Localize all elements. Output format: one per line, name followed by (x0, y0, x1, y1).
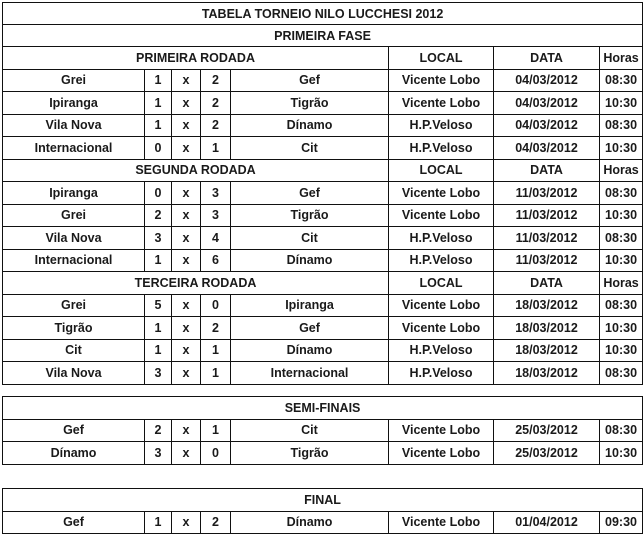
match-local: H.P.Veloso (389, 339, 494, 362)
round-title: TERCEIRA RODADA (3, 272, 389, 295)
away-score: 3 (201, 204, 231, 227)
home-score: 2 (145, 419, 172, 442)
phase-title: PRIMEIRA FASE (3, 25, 643, 47)
match-local: H.P.Veloso (389, 249, 494, 272)
away-score: 2 (201, 317, 231, 340)
home-team: Vila Nova (3, 114, 145, 137)
away-team: Gef (231, 182, 389, 205)
match-row (3, 339, 643, 362)
home-score: 3 (145, 362, 172, 385)
column-header-date: DATA (494, 47, 600, 70)
away-team: Gef (231, 317, 389, 340)
round-header-row (3, 272, 643, 295)
match-row (3, 69, 643, 92)
match-time: 08:30 (600, 182, 643, 205)
versus-label: x (172, 182, 201, 205)
home-team: Gef (3, 511, 145, 534)
round-header-row (3, 159, 643, 182)
match-local: H.P.Veloso (389, 137, 494, 160)
match-date: 04/03/2012 (494, 69, 600, 92)
away-score: 2 (201, 69, 231, 92)
match-time: 10:30 (600, 204, 643, 227)
match-date: 25/03/2012 (494, 419, 600, 442)
versus-label: x (172, 92, 201, 115)
versus-label: x (172, 227, 201, 250)
match-row (3, 249, 643, 272)
match-local: Vicente Lobo (389, 317, 494, 340)
table-title: TABELA TORNEIO NILO LUCCHESI 2012 (3, 3, 643, 25)
versus-label: x (172, 204, 201, 227)
match-date: 18/03/2012 (494, 362, 600, 385)
home-team: Ipiranga (3, 182, 145, 205)
versus-label: x (172, 317, 201, 340)
versus-label: x (172, 419, 201, 442)
home-team: Gef (3, 419, 145, 442)
match-row (3, 92, 643, 115)
match-time: 08:30 (600, 294, 643, 317)
match-date: 11/03/2012 (494, 249, 600, 272)
match-row (3, 442, 643, 465)
match-local: Vicente Lobo (389, 442, 494, 465)
column-header-time: Horas (600, 272, 643, 295)
column-header-time: Horas (600, 159, 643, 182)
away-team: Dínamo (231, 249, 389, 272)
home-team: Grei (3, 294, 145, 317)
match-time: 08:30 (600, 69, 643, 92)
home-team: Internacional (3, 137, 145, 160)
away-team: Ipiranga (231, 294, 389, 317)
away-team: Dínamo (231, 114, 389, 137)
match-local: Vicente Lobo (389, 511, 494, 534)
home-score: 0 (145, 137, 172, 160)
match-local: Vicente Lobo (389, 204, 494, 227)
column-header-local: LOCAL (389, 272, 494, 295)
match-local: Vicente Lobo (389, 182, 494, 205)
home-score: 1 (145, 511, 172, 534)
match-local: Vicente Lobo (389, 419, 494, 442)
round-title: SEGUNDA RODADA (3, 159, 389, 182)
column-header-local: LOCAL (389, 159, 494, 182)
match-date: 01/04/2012 (494, 511, 600, 534)
match-date: 11/03/2012 (494, 227, 600, 250)
tournament-table (2, 2, 643, 385)
away-team: Tigrão (231, 92, 389, 115)
away-score: 0 (201, 294, 231, 317)
match-date: 04/03/2012 (494, 137, 600, 160)
home-team: Ipiranga (3, 92, 145, 115)
match-date: 18/03/2012 (494, 317, 600, 340)
versus-label: x (172, 294, 201, 317)
match-date: 18/03/2012 (494, 339, 600, 362)
home-score: 1 (145, 92, 172, 115)
versus-label: x (172, 339, 201, 362)
semifinals-title: SEMI-FINAIS (3, 397, 643, 420)
home-team: Dínamo (3, 442, 145, 465)
home-team: Grei (3, 204, 145, 227)
match-local: Vicente Lobo (389, 294, 494, 317)
match-time: 10:30 (600, 137, 643, 160)
match-row (3, 419, 643, 442)
match-local: Vicente Lobo (389, 69, 494, 92)
round-title: PRIMEIRA RODADA (3, 47, 389, 70)
round-header-row (3, 47, 643, 70)
match-row (3, 114, 643, 137)
column-header-date: DATA (494, 272, 600, 295)
match-date: 11/03/2012 (494, 182, 600, 205)
match-local: H.P.Veloso (389, 227, 494, 250)
match-time: 09:30 (600, 511, 643, 534)
home-score: 1 (145, 317, 172, 340)
semifinals-table (2, 396, 643, 465)
home-team: Grei (3, 69, 145, 92)
match-date: 25/03/2012 (494, 442, 600, 465)
versus-label: x (172, 137, 201, 160)
match-row (3, 294, 643, 317)
away-score: 4 (201, 227, 231, 250)
away-team: Cit (231, 419, 389, 442)
match-row (3, 137, 643, 160)
final-table (2, 488, 643, 534)
home-score: 5 (145, 294, 172, 317)
away-score: 1 (201, 137, 231, 160)
away-score: 2 (201, 92, 231, 115)
away-score: 1 (201, 339, 231, 362)
column-header-local: LOCAL (389, 47, 494, 70)
away-score: 0 (201, 442, 231, 465)
match-time: 08:30 (600, 227, 643, 250)
match-time: 08:30 (600, 419, 643, 442)
column-header-time: Horas (600, 47, 643, 70)
versus-label: x (172, 114, 201, 137)
away-team: Cit (231, 137, 389, 160)
home-score: 1 (145, 339, 172, 362)
match-time: 10:30 (600, 92, 643, 115)
match-local: Vicente Lobo (389, 92, 494, 115)
match-time: 08:30 (600, 114, 643, 137)
versus-label: x (172, 442, 201, 465)
home-score: 1 (145, 69, 172, 92)
home-team: Tigrão (3, 317, 145, 340)
away-team: Dínamo (231, 339, 389, 362)
home-score: 3 (145, 227, 172, 250)
home-team: Vila Nova (3, 362, 145, 385)
match-row (3, 182, 643, 205)
away-score: 2 (201, 511, 231, 534)
versus-label: x (172, 362, 201, 385)
match-row (3, 227, 643, 250)
versus-label: x (172, 69, 201, 92)
away-score: 2 (201, 114, 231, 137)
match-local: H.P.Veloso (389, 114, 494, 137)
match-date: 18/03/2012 (494, 294, 600, 317)
away-team: Tigrão (231, 204, 389, 227)
home-team: Internacional (3, 249, 145, 272)
away-score: 1 (201, 362, 231, 385)
home-score: 1 (145, 249, 172, 272)
away-score: 3 (201, 182, 231, 205)
match-date: 04/03/2012 (494, 114, 600, 137)
home-team: Vila Nova (3, 227, 145, 250)
versus-label: x (172, 249, 201, 272)
away-team: Tigrão (231, 442, 389, 465)
match-row (3, 204, 643, 227)
match-row (3, 511, 643, 534)
match-time: 08:30 (600, 362, 643, 385)
match-date: 11/03/2012 (494, 204, 600, 227)
match-time: 10:30 (600, 339, 643, 362)
column-header-date: DATA (494, 159, 600, 182)
home-score: 0 (145, 182, 172, 205)
away-score: 6 (201, 249, 231, 272)
home-score: 3 (145, 442, 172, 465)
match-row (3, 362, 643, 385)
away-team: Dínamo (231, 511, 389, 534)
away-team: Internacional (231, 362, 389, 385)
home-score: 2 (145, 204, 172, 227)
match-row (3, 317, 643, 340)
away-team: Cit (231, 227, 389, 250)
match-time: 10:30 (600, 317, 643, 340)
final-title: FINAL (3, 489, 643, 512)
away-team: Gef (231, 69, 389, 92)
home-score: 1 (145, 114, 172, 137)
match-date: 04/03/2012 (494, 92, 600, 115)
match-local: H.P.Veloso (389, 362, 494, 385)
match-time: 10:30 (600, 249, 643, 272)
home-team: Cit (3, 339, 145, 362)
match-time: 10:30 (600, 442, 643, 465)
versus-label: x (172, 511, 201, 534)
away-score: 1 (201, 419, 231, 442)
